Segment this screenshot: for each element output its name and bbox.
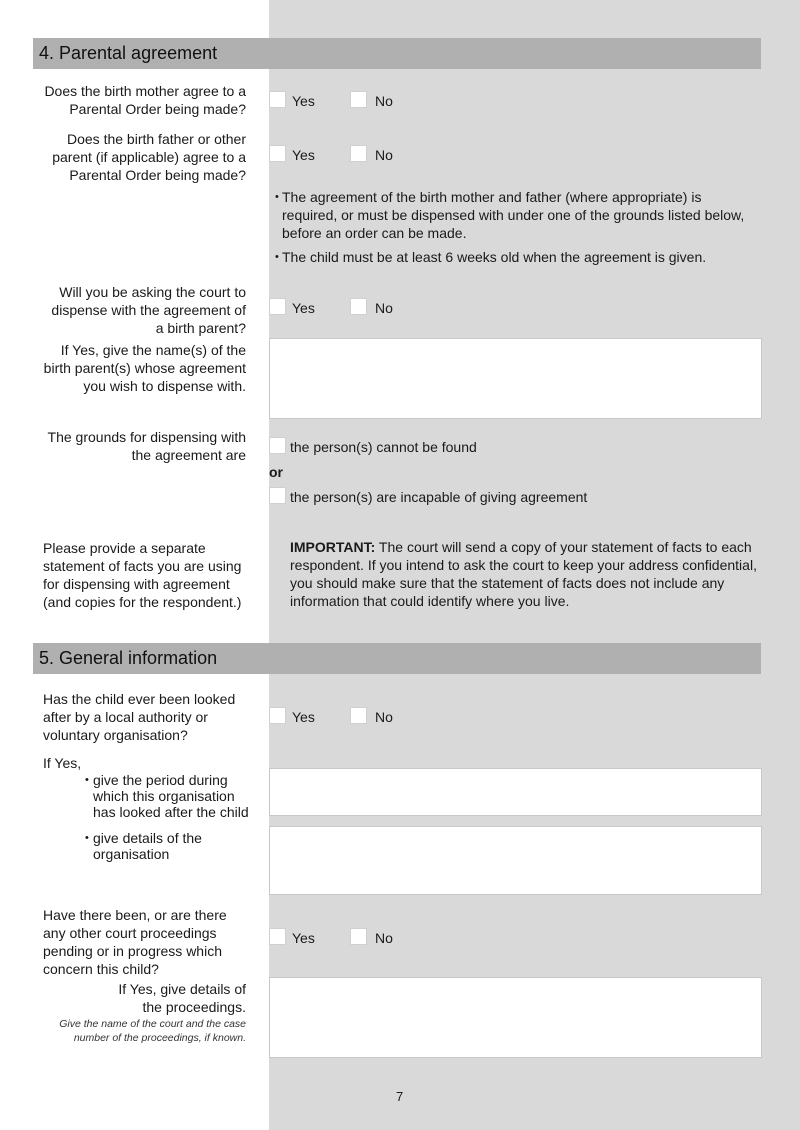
ground-incapable-checkbox[interactable] bbox=[269, 487, 286, 504]
question-statement-of-facts: Please provide a separate statement of facts you are using for dispensing with agreement (and copies for the respondent.) bbox=[43, 540, 242, 610]
birth-parent-names-field[interactable] bbox=[269, 338, 762, 419]
question-grounds: The grounds for dispensing with the agreement are bbox=[47, 429, 246, 463]
proceedings-yes-checkbox[interactable] bbox=[269, 928, 286, 945]
proceedings-no-checkbox[interactable] bbox=[350, 928, 367, 945]
if-yes-label: If Yes, bbox=[43, 755, 82, 771]
organisation-details-label: • give details of the organisation bbox=[93, 830, 253, 862]
important-text: The court will send a copy of your statement of facts to each respondent. If you intend to ask the court to keep your address confidential, you should make sure that the statement of facts does not include any information that could identify where you live. bbox=[290, 539, 757, 609]
organisation-details-field[interactable] bbox=[269, 826, 762, 895]
birth-mother-yes-checkbox[interactable] bbox=[269, 91, 286, 108]
or-label: or bbox=[269, 464, 283, 480]
important-label: IMPORTANT: bbox=[290, 539, 376, 555]
question-birth-parent-names: If Yes, give the name(s) of the birth parent(s) whose agreement you wish to dispense with. bbox=[43, 342, 246, 394]
question-birth-mother-agree: Does the birth mother agree to a Parental Order being made? bbox=[44, 83, 246, 117]
looked-after-yes-checkbox[interactable] bbox=[269, 707, 286, 724]
ground-cannot-be-found-checkbox[interactable] bbox=[269, 437, 286, 454]
important-notice bbox=[290, 538, 758, 610]
ground-cannot-be-found-label: the person(s) cannot be found bbox=[290, 439, 477, 455]
question-dispense-agreement: Will you be asking the court to dispense with the agreement of a birth parent? bbox=[51, 284, 246, 336]
question-other-proceedings: Have there been, or are there any other court proceedings pending or in progress which concern this child? bbox=[43, 907, 227, 977]
ground-incapable-label: the person(s) are incapable of giving agreement bbox=[290, 489, 588, 505]
yes-label: Yes bbox=[292, 709, 315, 725]
period-looked-after-label: • give the period during which this organisation has looked after the child bbox=[93, 772, 253, 820]
yes-label: Yes bbox=[292, 300, 315, 316]
period-looked-after-field[interactable] bbox=[269, 768, 762, 816]
age-note: • The child must be at least 6 weeks old when the agreement is given. bbox=[282, 248, 752, 266]
no-label: No bbox=[375, 147, 393, 163]
dispense-no-checkbox[interactable] bbox=[350, 298, 367, 315]
question-looked-after: Has the child ever been looked after by a local authority or voluntary organisation? bbox=[43, 691, 236, 743]
proceedings-details-hint: Give the name of the court and the case number of the proceedings, if known. bbox=[59, 1018, 246, 1044]
section-4-header: 4. Parental agreement bbox=[33, 38, 761, 69]
no-label: No bbox=[375, 709, 393, 725]
birth-father-yes-checkbox[interactable] bbox=[269, 145, 286, 162]
no-label: No bbox=[375, 300, 393, 316]
birth-mother-no-checkbox[interactable] bbox=[350, 91, 367, 108]
no-label: No bbox=[375, 930, 393, 946]
question-proceedings-details: If Yes, give details of the proceedings. bbox=[118, 981, 246, 1015]
question-birth-father-agree: Does the birth father or other parent (if applicable) agree to a Parental Order being made? bbox=[52, 131, 246, 183]
looked-after-no-checkbox[interactable] bbox=[350, 707, 367, 724]
dispense-yes-checkbox[interactable] bbox=[269, 298, 286, 315]
agreement-note: • The agreement of the birth mother and father (where appropriate) is required, or must be dispensed with under one of the grounds listed below, before an order can be made. bbox=[282, 188, 752, 242]
yes-label: Yes bbox=[292, 930, 315, 946]
birth-father-no-checkbox[interactable] bbox=[350, 145, 367, 162]
section-5-header: 5. General information bbox=[33, 643, 761, 674]
yes-label: Yes bbox=[292, 147, 315, 163]
proceedings-details-field[interactable] bbox=[269, 977, 762, 1058]
page-number: 7 bbox=[396, 1089, 404, 1104]
yes-label: Yes bbox=[292, 93, 315, 109]
no-label: No bbox=[375, 93, 393, 109]
